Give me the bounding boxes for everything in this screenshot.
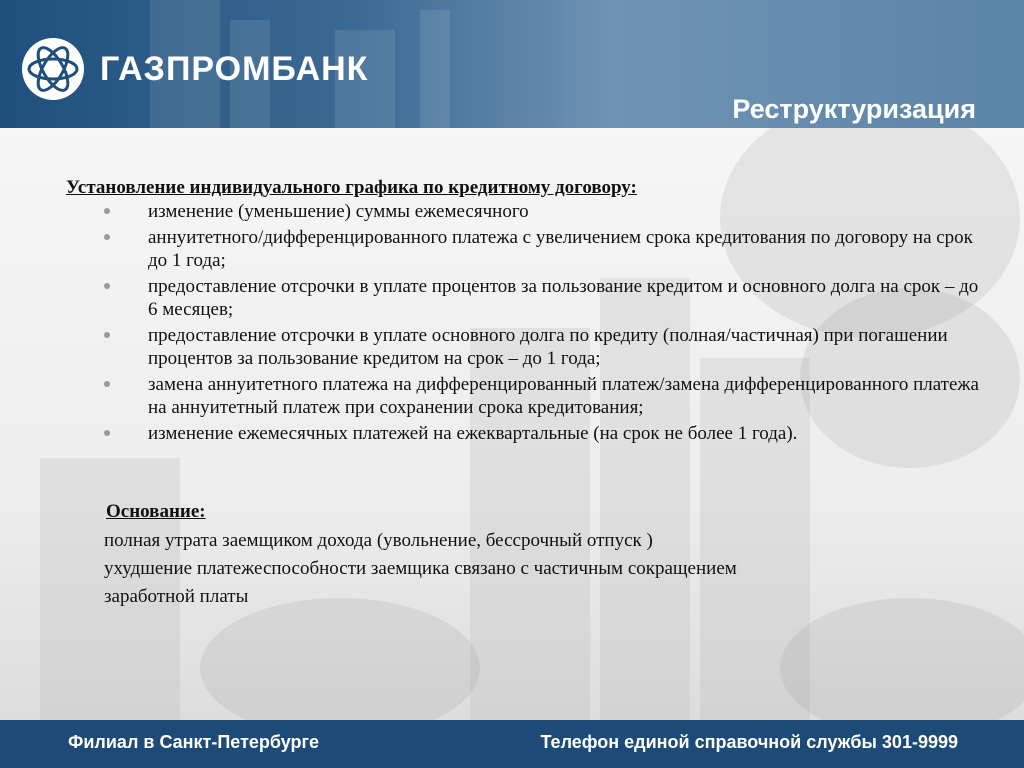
list-item-text: изменение (уменьшение) суммы ежемесячного xyxy=(148,201,529,222)
list-item xyxy=(104,373,984,419)
list-item xyxy=(104,226,984,272)
bg-tower xyxy=(420,10,450,128)
footer-band xyxy=(0,720,1024,768)
list-item-text: изменение ежемесячных платежей на ежеквартальные (на срок не более 1 года). xyxy=(148,423,798,444)
list-item xyxy=(104,422,984,445)
basis-line: полная утрата заемщиком дохода (увольнение, бессрочный отпуск ) xyxy=(104,530,653,551)
footer-phone: Телефон единой справочной службы 301-9999 xyxy=(540,732,958,752)
list-item xyxy=(104,200,984,223)
list-item xyxy=(104,275,984,321)
list-item-text: предоставление отсрочки в уплате процентов за пользование кредитом и основного долга на срок – до 6 месяцев; xyxy=(148,276,979,320)
section-heading-basis: Основание: xyxy=(106,501,206,522)
section-heading-schedule: Установление индивидуального графика по кредитному договору: xyxy=(66,177,637,198)
bullet-icon xyxy=(104,332,110,338)
basis-line: ухудшение платежеспособности заемщика связано с частичным сокращением xyxy=(104,558,737,579)
bullet-icon xyxy=(104,430,110,436)
content-panel xyxy=(0,128,1024,720)
header-band xyxy=(0,0,1024,128)
slide-content xyxy=(0,128,1024,720)
bullet-icon xyxy=(104,208,110,214)
bullet-icon xyxy=(104,234,110,240)
footer-branch: Филиал в Санкт-Петербурге xyxy=(68,732,320,752)
brand-name: ГАЗПРОМБАНК xyxy=(100,50,369,88)
list-item-text: замена аннуитетного платежа на дифференцированный платеж/замена дифференцированного платежа на аннуитетный платеж при сохранении срока кредитования; xyxy=(148,374,979,418)
list-item xyxy=(104,324,984,370)
list-item-text: предоставление отсрочки в уплате основного долга по кредиту (полная/частичная) при погашении процентов за пользование кредитом на срок – до 1 года; xyxy=(148,325,948,369)
gazprombank-logo-icon xyxy=(22,38,84,100)
slide-title: Реструктуризация xyxy=(732,94,976,124)
bullet-icon xyxy=(104,283,110,289)
restructuring-options-list xyxy=(104,200,984,448)
basis-lines xyxy=(104,527,984,611)
basis-line: заработной платы xyxy=(104,586,249,607)
bullet-icon xyxy=(104,381,110,387)
list-item-text: аннуитетного/дифференцированного платежа с увеличением срока кредитования по договору на срок до 1 года; xyxy=(148,227,973,271)
